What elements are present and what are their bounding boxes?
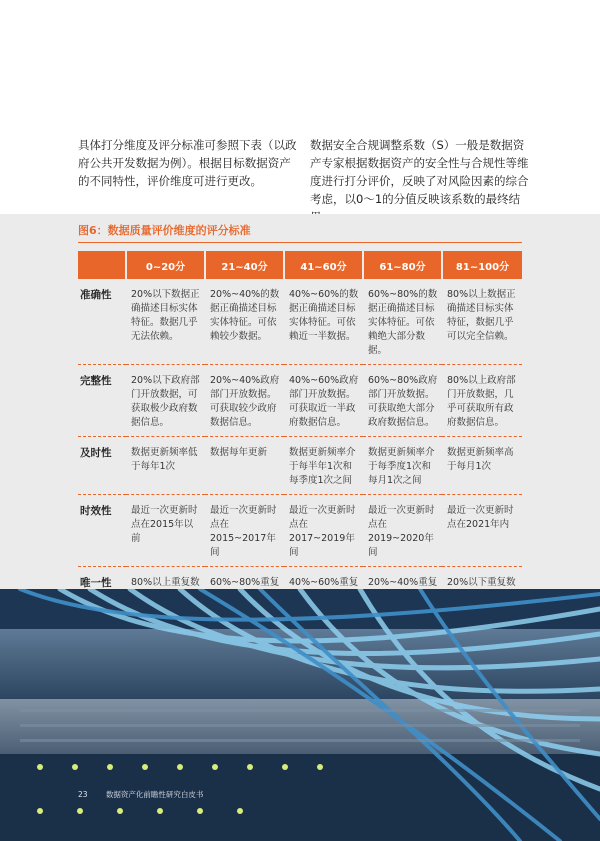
table-row — [78, 495, 522, 567]
server-cables-image — [0, 589, 600, 841]
table-header-cell: 0~20分 — [126, 251, 205, 279]
table-cell: 80%以上数据正确描述目标实体特征，数据几乎可以完全信赖。 — [442, 279, 522, 365]
table-cell: 20%以下数据正确描述目标实体特征。数据几乎无法依赖。 — [126, 279, 205, 365]
table-cell: 40%~60%政府部门开放数据。可获取近一半政府数据信息。 — [284, 365, 363, 437]
table-cell: 最近一次更新时点在2021年内 — [442, 495, 522, 567]
row-label: 准确性 — [78, 279, 126, 365]
row-label: 及时性 — [78, 437, 126, 495]
table-cell: 20%~40%重复 — [363, 567, 442, 613]
table-cell: 数据更新频率低于每年1次 — [126, 437, 205, 495]
table-cell: 数据每年更新 — [205, 437, 284, 495]
table-cell: 最近一次更新时点在2015年以前 — [126, 495, 205, 567]
page-number: 23 — [78, 790, 88, 799]
row-label: 唯一性 — [78, 567, 126, 613]
table-header-corner — [78, 251, 126, 279]
table-cell: 数据更新频率高于每月1次 — [442, 437, 522, 495]
table-cell: 数据更新频率介于每季度1次和每月1次之间 — [363, 437, 442, 495]
table-cell: 最近一次更新时点在2015~2017年间 — [205, 495, 284, 567]
table-header-cell: 61~80分 — [363, 251, 442, 279]
table-cell: 60%~80%的数据正确描述目标实体特征。可依赖绝大部分数据。 — [363, 279, 442, 365]
table-cell: 80%以上重复数 — [126, 567, 205, 613]
table-header-cell: 41~60分 — [284, 251, 363, 279]
table-header-row — [78, 251, 522, 279]
table-cell: 20%~40%的数据正确描述目标实体特征。可依赖较少数据。 — [205, 279, 284, 365]
row-label: 完整性 — [78, 365, 126, 437]
table-row — [78, 437, 522, 495]
page-footer — [78, 789, 203, 800]
table-cell: 40%~60%重复 — [284, 567, 363, 613]
table-header-cell: 81~100分 — [442, 251, 522, 279]
table-cell: 最近一次更新时点在2019~2020年间 — [363, 495, 442, 567]
table — [78, 251, 522, 613]
table-row — [78, 279, 522, 365]
row-label: 时效性 — [78, 495, 126, 567]
intro-left-paragraph: 具体打分维度及评分标准可参照下表（以政府公共开发数据为例）。根据目标数据资产的不同特性，评价维度可进行更改。 — [78, 138, 297, 188]
table-cell: 60%~80%重复 — [205, 567, 284, 613]
table-cell: 最近一次更新时点在2017~2019年间 — [284, 495, 363, 567]
table-cell: 数据更新频率介于每半年1次和每季度1次之间 — [284, 437, 363, 495]
table-cell: 20%以下重复数 — [442, 567, 522, 613]
intro-section — [0, 0, 600, 214]
server-cables-illustration — [0, 589, 600, 841]
table-header-cell: 21~40分 — [205, 251, 284, 279]
table-cell: 40%~60%的数据正确描述目标实体特征。可依赖近一半数据。 — [284, 279, 363, 365]
table-cell: 20%以下政府部门开放数据，可获取极少政府数据信息。 — [126, 365, 205, 437]
figure-title: 图6：数据质量评价维度的评分标准 — [78, 222, 522, 243]
table-cell: 60%~80%政府部门开放数据。可获取绝大部分政府数据信息。 — [363, 365, 442, 437]
table-row — [78, 365, 522, 437]
scoring-table — [78, 251, 522, 613]
table-cell: 80%以上政府部门开放数据，几乎可获取所有政府数据信息。 — [442, 365, 522, 437]
intro-right-paragraph: 数据安全合规调整系数（S）一般是数据资产专家根据数据资产的安全性与合规性等维度进行打分评价，反映了对风险因素的综合考虑，以0～1的分值反映该系数的最终结 — [310, 138, 529, 206]
table-cell: 20%~40%政府部门开放数据。可获取较少政府数据信息。 — [205, 365, 284, 437]
footer-title: 数据资产化前瞻性研究白皮书 — [105, 790, 204, 799]
